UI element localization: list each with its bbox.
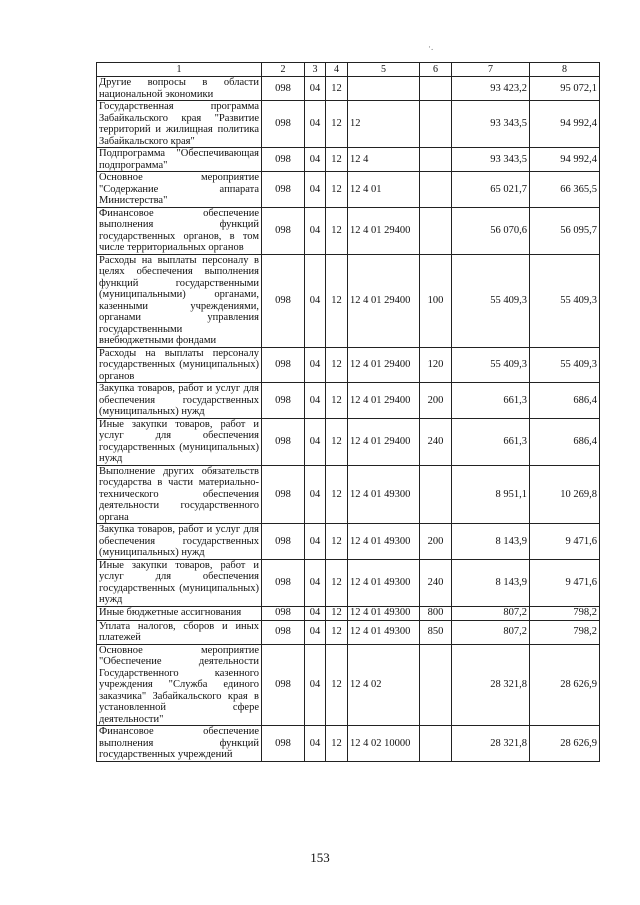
amount-year-2: 28 626,9 [530,644,600,726]
section-code: 04 [305,254,326,347]
target-article-code [348,77,420,101]
amount-year-1: 8 143,9 [452,559,530,606]
section-code: 04 [305,101,326,148]
scan-mark: ·. [428,42,434,52]
subsection-code: 12 [326,254,348,347]
expense-type-code [420,101,452,148]
section-code: 04 [305,726,326,762]
row-name: Закупка товаров, работ и услуг для обеспечения государственных (муниципальных) нужд [97,383,262,419]
section-code: 04 [305,347,326,383]
section-code: 04 [305,644,326,726]
amount-year-1: 661,3 [452,418,530,465]
table-row [97,172,600,208]
column-header: 4 [326,63,348,77]
subsection-code: 12 [326,726,348,762]
expense-type-code: 100 [420,254,452,347]
subsection-code: 12 [326,644,348,726]
column-header: 2 [262,63,305,77]
section-code: 04 [305,77,326,101]
admin-code: 098 [262,620,305,644]
table-row [97,418,600,465]
amount-year-1: 8 951,1 [452,465,530,524]
section-code: 04 [305,148,326,172]
amount-year-1: 56 070,6 [452,207,530,254]
table-body [97,63,600,762]
amount-year-1: 55 409,3 [452,254,530,347]
target-article-code: 12 4 02 10000 [348,726,420,762]
row-name: Закупка товаров, работ и услуг для обеспечения государственных (муниципальных) нужд [97,524,262,560]
row-name: Расходы на выплаты персоналу государственных (муниципальных) органов [97,347,262,383]
column-header: 5 [348,63,420,77]
amount-year-1: 93 343,5 [452,101,530,148]
table-row [97,524,600,560]
amount-year-1: 661,3 [452,383,530,419]
table-row [97,77,600,101]
amount-year-2: 66 365,5 [530,172,600,208]
target-article-code: 12 4 01 49300 [348,606,420,620]
row-name: Основное мероприятие "Обеспечение деятельности Государственного казенного учреждения "Служба единого заказчика" Забайкальского края в установленной сфере деятельности" [97,644,262,726]
target-article-code: 12 4 01 29400 [348,254,420,347]
expense-type-code [420,465,452,524]
amount-year-1: 93 343,5 [452,148,530,172]
table-row [97,347,600,383]
amount-year-1: 28 321,8 [452,644,530,726]
subsection-code: 12 [326,606,348,620]
admin-code: 098 [262,559,305,606]
admin-code: 098 [262,383,305,419]
page-number: 153 [310,850,330,865]
amount-year-1: 28 321,8 [452,726,530,762]
target-article-code: 12 4 01 49300 [348,620,420,644]
expense-type-code [420,207,452,254]
section-code: 04 [305,524,326,560]
amount-year-2: 686,4 [530,418,600,465]
amount-year-1: 807,2 [452,620,530,644]
table-row [97,606,600,620]
row-name: Государственная программа Забайкальского края "Развитие территорий и жилищная политика Забайкальского края" [97,101,262,148]
target-article-code: 12 4 01 29400 [348,207,420,254]
admin-code: 098 [262,172,305,208]
admin-code: 098 [262,347,305,383]
row-name: Иные закупки товаров, работ и услуг для обеспечения государственных (муниципальных) нужд [97,418,262,465]
expense-type-code: 240 [420,418,452,465]
row-name: Основное мероприятие "Содержание аппарата Министерства" [97,172,262,208]
column-header: 6 [420,63,452,77]
expense-type-code [420,644,452,726]
row-name: Другие вопросы в области национальной экономики [97,77,262,101]
section-code: 04 [305,207,326,254]
admin-code: 098 [262,101,305,148]
amount-year-2: 94 992,4 [530,148,600,172]
table-row [97,559,600,606]
row-name: Финансовое обеспечение выполнения функций государственных органов, в том числе территориальных органов [97,207,262,254]
table-header-row [97,63,600,77]
target-article-code: 12 4 01 29400 [348,418,420,465]
table-row [97,726,600,762]
expense-type-code: 200 [420,383,452,419]
subsection-code: 12 [326,418,348,465]
column-header: 8 [530,63,600,77]
target-article-code: 12 4 01 29400 [348,347,420,383]
subsection-code: 12 [326,620,348,644]
subsection-code: 12 [326,465,348,524]
row-name: Иные закупки товаров, работ и услуг для обеспечения государственных (муниципальных) нужд [97,559,262,606]
budget-table [96,62,600,762]
amount-year-2: 94 992,4 [530,101,600,148]
row-name: Расходы на выплаты персоналу в целях обеспечения выполнения функций государственными (муниципальными) органами, казенными учреждениями, органами управления государственными внебюджетными фондами [97,254,262,347]
section-code: 04 [305,383,326,419]
target-article-code: 12 4 [348,148,420,172]
table-row [97,101,600,148]
expense-type-code: 800 [420,606,452,620]
admin-code: 098 [262,606,305,620]
subsection-code: 12 [326,559,348,606]
row-name: Уплата налогов, сборов и иных платежей [97,620,262,644]
amount-year-2: 28 626,9 [530,726,600,762]
amount-year-2: 56 095,7 [530,207,600,254]
target-article-code: 12 4 01 49300 [348,465,420,524]
table-row [97,207,600,254]
admin-code: 098 [262,644,305,726]
section-code: 04 [305,559,326,606]
amount-year-2: 9 471,6 [530,524,600,560]
table-row [97,148,600,172]
column-header: 7 [452,63,530,77]
expense-type-code [420,148,452,172]
amount-year-1: 8 143,9 [452,524,530,560]
amount-year-1: 65 021,7 [452,172,530,208]
amount-year-2: 55 409,3 [530,254,600,347]
section-code: 04 [305,465,326,524]
amount-year-1: 55 409,3 [452,347,530,383]
subsection-code: 12 [326,383,348,419]
expense-type-code [420,172,452,208]
expense-type-code: 240 [420,559,452,606]
table-row [97,465,600,524]
target-article-code: 12 4 01 49300 [348,559,420,606]
section-code: 04 [305,172,326,208]
target-article-code: 12 [348,101,420,148]
expense-type-code: 120 [420,347,452,383]
admin-code: 098 [262,77,305,101]
subsection-code: 12 [326,77,348,101]
table-row [97,383,600,419]
row-name: Подпрограмма "Обеспечивающая подпрограмма" [97,148,262,172]
subsection-code: 12 [326,148,348,172]
table-row [97,620,600,644]
amount-year-2: 10 269,8 [530,465,600,524]
admin-code: 098 [262,524,305,560]
admin-code: 098 [262,465,305,524]
admin-code: 098 [262,207,305,254]
admin-code: 098 [262,254,305,347]
amount-year-2: 686,4 [530,383,600,419]
target-article-code: 12 4 02 [348,644,420,726]
subsection-code: 12 [326,524,348,560]
amount-year-1: 93 423,2 [452,77,530,101]
column-header: 3 [305,63,326,77]
row-name: Выполнение других обязательств государства в части материально-технического обеспечения деятельности государственного органа [97,465,262,524]
section-code: 04 [305,606,326,620]
target-article-code: 12 4 01 29400 [348,383,420,419]
expense-type-code: 200 [420,524,452,560]
subsection-code: 12 [326,347,348,383]
expense-type-code [420,726,452,762]
admin-code: 098 [262,148,305,172]
expense-type-code: 850 [420,620,452,644]
column-header: 1 [97,63,262,77]
section-code: 04 [305,620,326,644]
subsection-code: 12 [326,172,348,208]
admin-code: 098 [262,726,305,762]
amount-year-2: 95 072,1 [530,77,600,101]
expense-type-code [420,77,452,101]
subsection-code: 12 [326,207,348,254]
table-row [97,644,600,726]
admin-code: 098 [262,418,305,465]
table-row [97,254,600,347]
target-article-code: 12 4 01 49300 [348,524,420,560]
row-name: Финансовое обеспечение выполнения функций государственных учреждений [97,726,262,762]
target-article-code: 12 4 01 [348,172,420,208]
amount-year-2: 55 409,3 [530,347,600,383]
amount-year-2: 9 471,6 [530,559,600,606]
section-code: 04 [305,418,326,465]
row-name: Иные бюджетные ассигнования [97,606,262,620]
subsection-code: 12 [326,101,348,148]
amount-year-2: 798,2 [530,620,600,644]
amount-year-2: 798,2 [530,606,600,620]
amount-year-1: 807,2 [452,606,530,620]
